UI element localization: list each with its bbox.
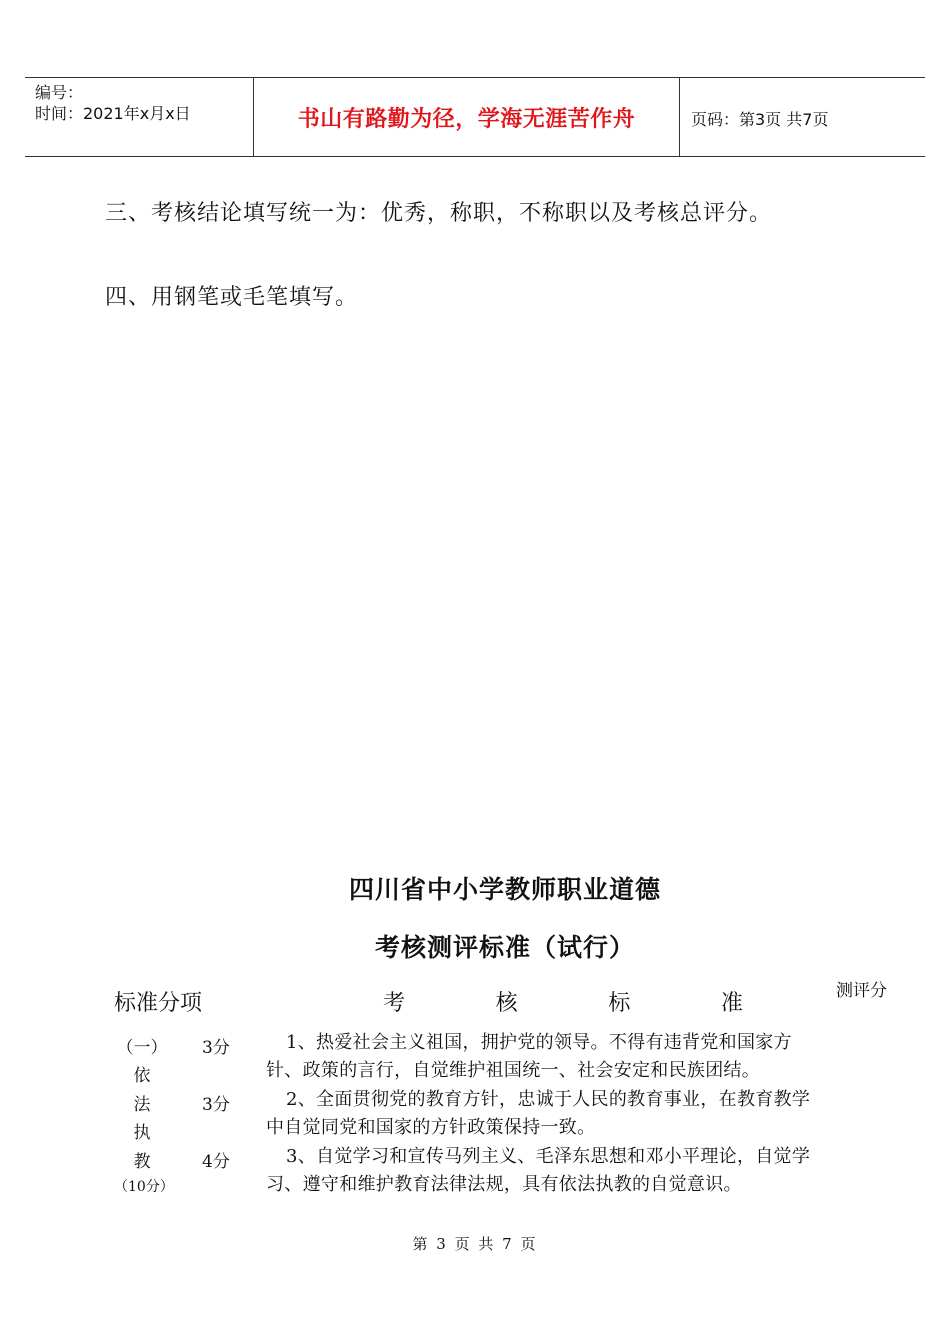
category-line: （一） — [116, 1038, 168, 1058]
criterion-text: 1、热爱社会主义祖国，拥护党的领导。不得有违背党和国家方针、政策的言行，自觉维护祖国统一、社会安定和民族团结。 — [266, 1032, 792, 1081]
header-motto-cell — [254, 78, 680, 156]
column-header-category: 标准分项 — [114, 991, 203, 1016]
criterion-text: 2、全面贯彻党的教育方针，忠诚于人民的教育事业，在教育教学中自觉同党和国家的方针政策保持一致。 — [266, 1089, 811, 1138]
category-line: 法 — [133, 1095, 151, 1115]
row-points: 4分 — [202, 1152, 230, 1172]
document-title-line1: 四川省中小学教师职业道德 — [348, 875, 661, 904]
document-title-line2: 考核测评标准（试行） — [374, 933, 635, 962]
category-line: （10分） — [114, 1179, 174, 1195]
column-header-score: 测评分 — [836, 981, 887, 1001]
column-header-standard — [383, 986, 743, 1017]
document-date-label: 时间：2021年x月x日 — [35, 104, 191, 123]
row-points: 3分 — [202, 1095, 230, 1115]
document-number-label: 编号： — [35, 83, 84, 102]
column-header-standard-char: 考 — [383, 991, 406, 1016]
column-header-standard-char: 核 — [495, 991, 518, 1016]
category-line: 教 — [133, 1152, 151, 1172]
column-header-standard-char: 标 — [608, 991, 631, 1016]
column-header-standard-char: 准 — [720, 991, 743, 1016]
category-line: 执 — [133, 1123, 151, 1143]
page-footer: 第 3 页 共 7 页 — [412, 1235, 538, 1253]
header-meta-cell — [25, 78, 254, 156]
criterion-text: 3、自觉学习和宣传马列主义、毛泽东思想和邓小平理论，自觉学习、遵守和维护教育法律法规，具有依法执教的自觉意识。 — [266, 1146, 811, 1195]
row-points: 3分 — [202, 1038, 230, 1058]
page-header — [25, 77, 925, 157]
header-page-cell — [680, 78, 925, 156]
header-page-info: 页码：第3页 共7页 — [691, 110, 829, 129]
header-motto: 书山有路勤为径，学海无涯苦作舟 — [297, 107, 636, 132]
note-item-4: 四、用钢笔或毛笔填写。 — [105, 285, 359, 310]
category-line: 依 — [133, 1066, 151, 1086]
note-item-3: 三、考核结论填写统一为：优秀，称职，不称职以及考核总评分。 — [105, 201, 773, 226]
